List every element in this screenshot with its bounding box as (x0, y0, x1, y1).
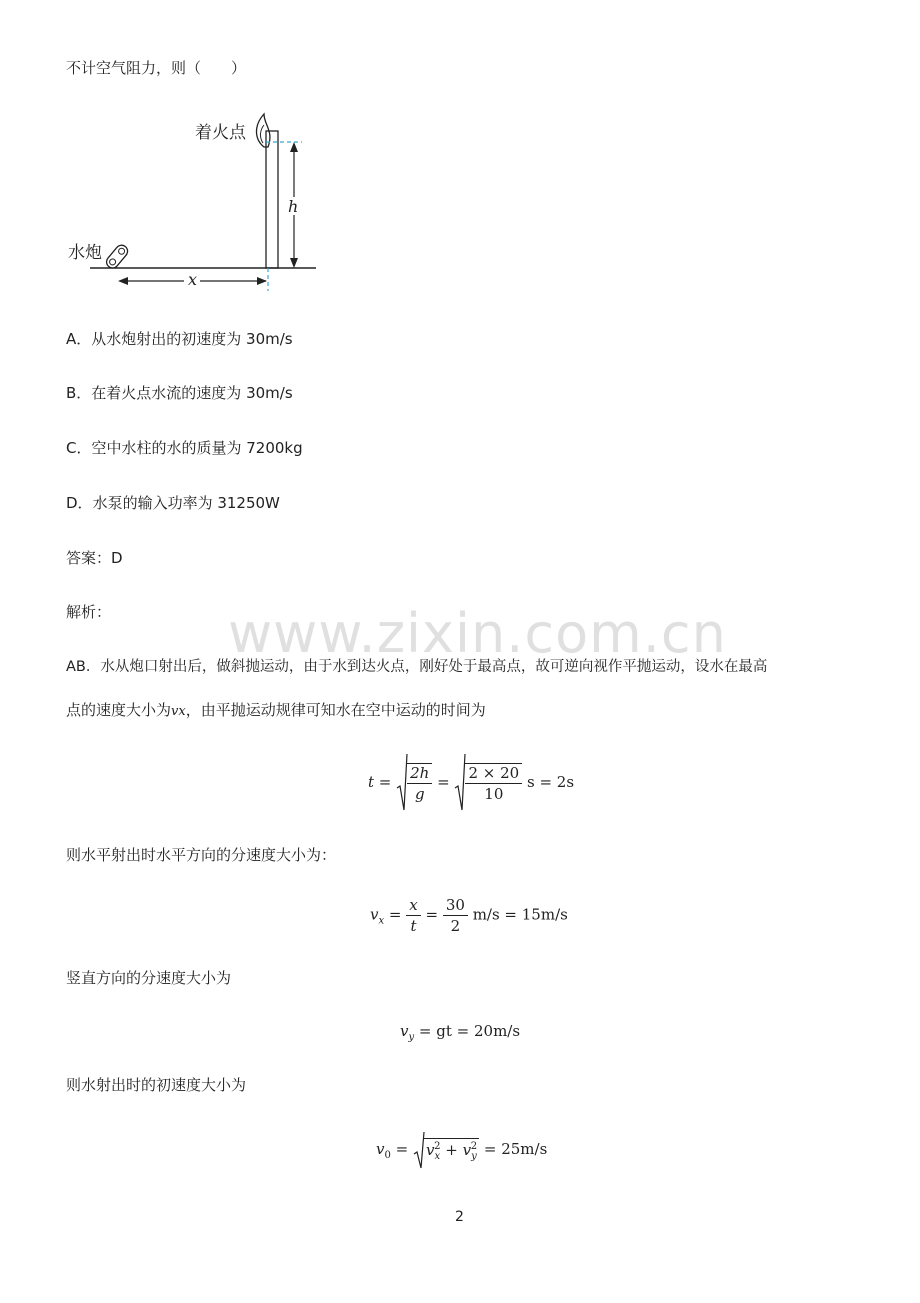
cannon-label: 水炮 (68, 243, 102, 263)
equation-time: t = $\frac{2h}{g}$ = $\frac{2 \times 20}{10}$ s = 2s (368, 752, 574, 814)
question-tail: 不计空气阻力，则（ ） (66, 59, 247, 77)
analysis-label: 解析： (66, 603, 112, 621)
text-horizontal: 则水平射出时水平方向的分速度大小为： (66, 846, 337, 864)
option-text: 水泵的输入功率为 31250W (92, 494, 280, 512)
h-label: h (288, 197, 299, 216)
option-text: 空中水柱的水的质量为 7200kg (91, 439, 303, 457)
analysis-ab-line1: AB．水从炮口射出后，做斜抛运动，由于水到达火点，刚好处于最高点，故可逆向视作平抛运动，设水在最高 (66, 659, 768, 675)
fire-point-label: 着火点 (195, 123, 246, 143)
option-b (66, 383, 293, 403)
option-text: 从水炮射出的初速度为 30m/s (91, 330, 293, 348)
page-number: 2 (455, 1209, 464, 1225)
option-letter: A． (66, 330, 92, 348)
equation-vy: $v_y$ = gt = 20m/s (400, 1022, 521, 1043)
option-a (66, 329, 293, 349)
watermark: www.zixin.com.cn (228, 602, 727, 665)
option-letter: C． (66, 439, 92, 457)
equation-vx: $v_x$ = $\frac{x}{t}$ = $\frac{30}{2}$ m/s = 15m/s (370, 896, 568, 935)
option-letter: B． (66, 384, 92, 402)
analysis-ab-line2: 点的速度大小为vx，由平抛运动规律可知水在空中运动的时间为 (66, 701, 486, 719)
building (266, 131, 278, 268)
x-label: x (188, 270, 198, 289)
equation-v0: $v_0 = v_x^2 + v_y^2 = 25m/s$ (376, 1130, 547, 1170)
option-letter: D． (66, 494, 93, 512)
answer: 答案：D (66, 549, 123, 567)
physics-figure (60, 105, 400, 305)
text-vertical: 竖直方向的分速度大小为 (66, 969, 232, 987)
option-c (66, 438, 303, 458)
text-initial: 则水射出时的初速度大小为 (66, 1076, 247, 1094)
option-d (66, 493, 280, 513)
option-text: 在着火点水流的速度为 30m/s (91, 384, 293, 402)
water-cannon-icon (104, 243, 130, 271)
